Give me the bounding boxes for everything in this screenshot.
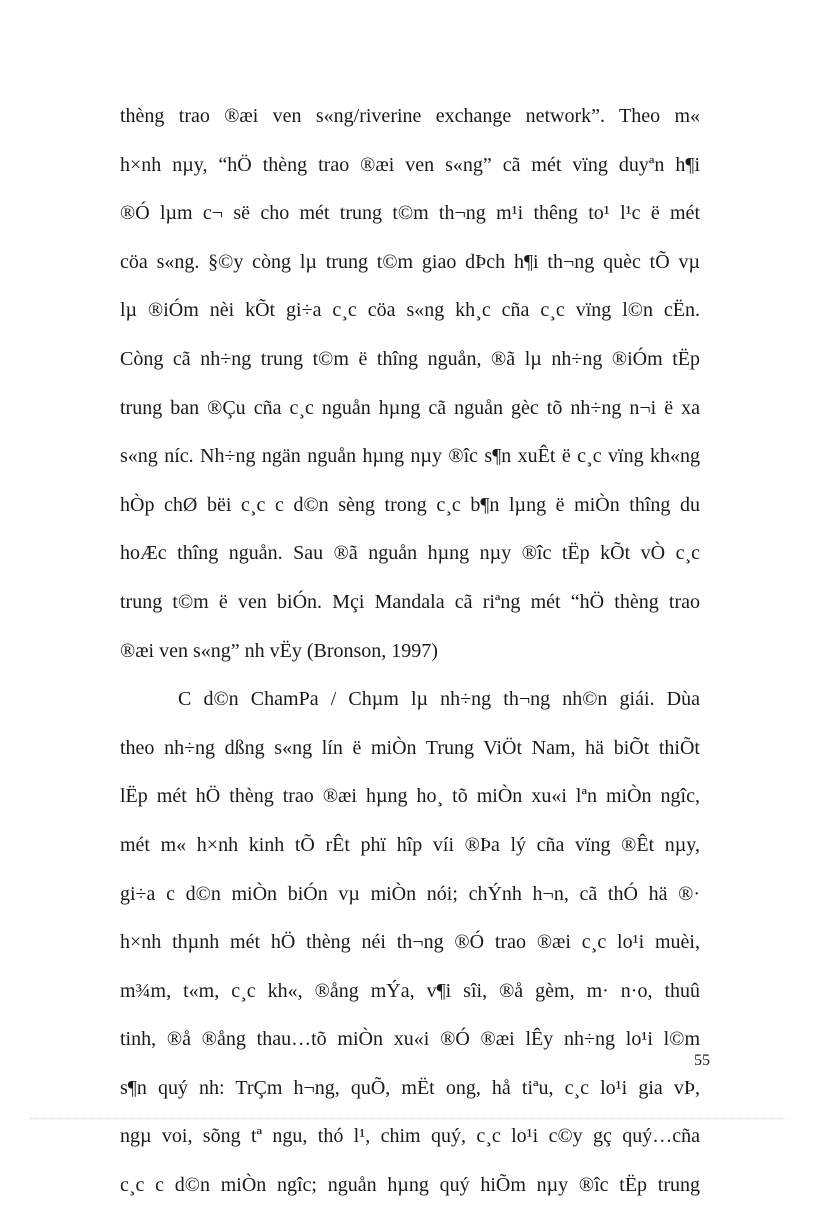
- text-line: thèng trao ®æi ven s«ng/riverine exchange network”. Theo m«: [120, 105, 700, 127]
- body-text: [120, 98, 700, 1216]
- text-line: h×nh thµnh mét hÖ thèng néi th¬ng ®Ó trao ®æi c¸c lo¹i muèi,: [120, 931, 700, 954]
- text-line: h×nh nµy, “hÖ thèng trao ®æi ven s«ng” cã mét vïng duyªn h¶i: [120, 153, 700, 176]
- text-line: gi÷a c d©n miÒn biÓn vµ miÒn nói; chÝnh h¬n, cã thÓ hä ®·: [120, 882, 700, 905]
- text-line: lËp mét hÖ thèng trao ®æi hµng ho¸ tõ miÒn xu«i lªn miÒn ngîc,: [120, 785, 700, 808]
- text-line: tinh, ®å ®ång thau…tõ miÒn xu«i ®Ó ®æi lÊy nh÷ng lo¹i l©m: [120, 1028, 700, 1051]
- text-line: mét m« h×nh kinh tÕ rÊt phï hîp víi ®Þa lý cña vïng ®Êt nµy,: [120, 833, 700, 856]
- text-line: hÒp chØ bëi c¸c c d©n sèng trong c¸c b¶n lµng ë miÒn thîng du: [120, 493, 700, 516]
- text-line: Còng cã nh÷ng trung t©m ë thîng nguån, ®ã lµ nh÷ng ®iÓm tËp: [120, 347, 700, 370]
- text-line: trung ban ®Çu cña c¸c nguån hµng cã nguån gèc tõ nh÷ng n¬i ë xa: [120, 396, 700, 419]
- page-bottom-rule: [30, 1118, 786, 1119]
- text-line: ®æi ven s«ng” nh vËy (Bronson, 1997): [120, 639, 438, 662]
- text-line: c¸c c d©n miÒn ngîc; nguån hµng quý hiÕm nµy ®îc tËp trung: [120, 1174, 700, 1197]
- text-line: s¶n quý nh: TrÇm h¬ng, quÕ, mËt ong, hå tiªu, c¸c lo¹i gia vÞ,: [120, 1076, 700, 1099]
- text-line: cöa s«ng. §©y còng lµ trung t©m giao dÞch h¶i th¬ng quèc tÕ vµ: [120, 250, 700, 273]
- page-number: 55: [694, 1052, 710, 1069]
- text-line: s«ng níc. Nh÷ng ngän nguån hµng nµy ®îc s¶n xuÊt ë c¸c vïng kh«ng: [120, 445, 700, 468]
- text-line: C d©n ChamPa / Chµm lµ nh÷ng th¬ng nh©n giái. Dùa: [178, 688, 700, 711]
- text-line: hoÆc thîng nguån. Sau ®ã nguån hµng nµy ®îc tËp kÕt vÒ c¸c: [120, 542, 700, 565]
- text-line: ngµ voi, sõng tª ngu, thó l¹, chim quý, c¸c lo¹i c©y gç quý…cña: [120, 1125, 700, 1148]
- text-line: trung t©m ë ven biÓn. Mçi Mandala cã riªng mét “hÖ thèng trao: [120, 590, 700, 613]
- text-line: ®Ó lµm c¬ së cho mét trung t©m th¬ng m¹i thêng to¹ l¹c ë mét: [120, 202, 700, 225]
- text-line: m¾m, t«m, c¸c kh«, ®ång mÝa, v¶i sîi, ®å gèm, m· n·o, thuû: [120, 979, 700, 1002]
- text-line: theo nh÷ng dßng s«ng lín ë miÒn Trung ViÖt Nam, hä biÕt thiÕt: [120, 736, 700, 759]
- text-line: lµ ®iÓm nèi kÕt gi÷a c¸c cöa s«ng kh¸c cña c¸c vïng l©n cËn.: [120, 299, 700, 322]
